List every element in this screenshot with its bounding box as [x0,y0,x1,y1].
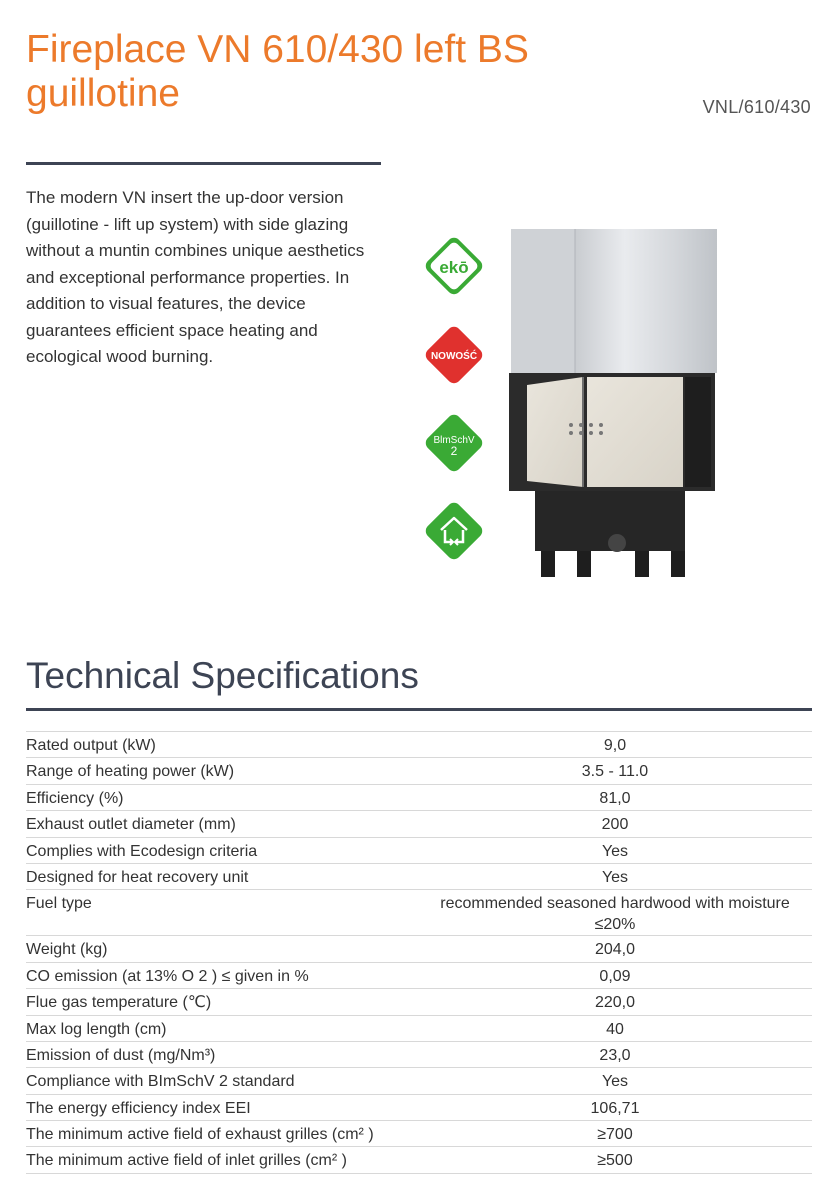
eko-icon [419,231,489,301]
table-row [26,784,812,810]
spec-value: recommended seasoned hardwood with moisture ≤20% [440,895,790,934]
table-row [26,989,812,1015]
spec-value: 23,0 [599,1046,631,1064]
table-row [26,1121,812,1147]
table-row [26,837,812,863]
table-row [26,758,812,784]
page-title: Fireplace VN 610/430 left BS guillotine [26,28,529,115]
spec-label: Complies with Ecodesign criteria [26,842,258,860]
blmschv-icon [419,408,489,478]
nowosc-badge [419,320,489,390]
spec-value: Yes [601,842,629,860]
spec-label: The minimum active field of inlet grilles (cm² ) [26,1152,347,1170]
spec-label: Designed for heat recovery unit [26,868,249,886]
product-code: VNL/610/430 [702,97,811,117]
specs-table [26,731,812,1174]
spec-value: 220,0 [594,994,636,1012]
spec-value: ≥700 [597,1126,633,1144]
spec-label: Fuel type [26,895,92,913]
specs-title: Technical Specifications [26,655,419,696]
spec-label: Range of heating power (kW) [26,763,235,781]
spec-value: Yes [601,1073,629,1091]
table-row [26,962,812,988]
table-row [26,1041,812,1067]
table-row [26,1015,812,1041]
blmschv-badge-number: 2 [450,444,458,458]
spec-value: 0,09 [599,967,631,985]
blmschv-badge-text: BlmSchV [433,435,475,446]
table-row [26,936,812,962]
product-description: The modern VN insert the up-door version (guillotine - lift up system) with side glazing without a muntin combines unique aesthetics and exceptional performance properties. In addition to visual features, the device guarantees efficient space heating and ecological wood burning. [26,188,365,366]
specs-divider [26,708,812,711]
title-divider [26,162,381,165]
spec-value: 200 [601,816,629,834]
table-row [26,863,812,889]
spec-value: Yes [601,868,629,886]
spec-label: The minimum active field of exhaust grilles (cm² ) [26,1126,374,1144]
spec-label: The energy efficiency index EEI [26,1099,251,1117]
product-image [505,225,720,585]
spec-value: 3.5 - 11.0 [581,763,649,781]
spec-value: 204,0 [594,941,636,959]
table-row [26,732,812,758]
table-row [26,1147,812,1173]
spec-value: 81,0 [599,789,631,807]
table-row [26,890,812,936]
spec-value: ≥500 [597,1152,633,1170]
recycle-house-icon [419,496,489,566]
table-row [26,1068,812,1094]
spec-label: Compliance with BImSchV 2 standard [26,1073,295,1091]
eko-badge [419,231,489,301]
spec-label: Exhaust outlet diameter (mm) [26,816,236,834]
spec-value: 40 [606,1020,624,1038]
blmschv-badge [419,408,489,478]
nowosc-badge-text: NOWOŚĆ [430,351,478,362]
spec-label: CO emission (at 13% O 2 ) ≤ given in % [26,967,309,985]
spec-label: Rated output (kW) [26,737,156,754]
recycle-badge [419,496,489,566]
spec-label: Weight (kg) [26,941,108,959]
nowosc-icon [419,320,489,390]
table-row [26,1094,812,1120]
spec-value: 106,71 [590,1099,640,1117]
spec-label: Flue gas temperature (℃) [26,994,212,1012]
spec-value: 9,0 [603,737,627,754]
spec-label: Max log length (cm) [26,1020,167,1038]
spec-label: Emission of dust (mg/Nm³) [26,1046,216,1064]
table-row [26,811,812,837]
eko-badge-text: ekō [439,258,469,277]
spec-label: Efficiency (%) [26,789,124,807]
